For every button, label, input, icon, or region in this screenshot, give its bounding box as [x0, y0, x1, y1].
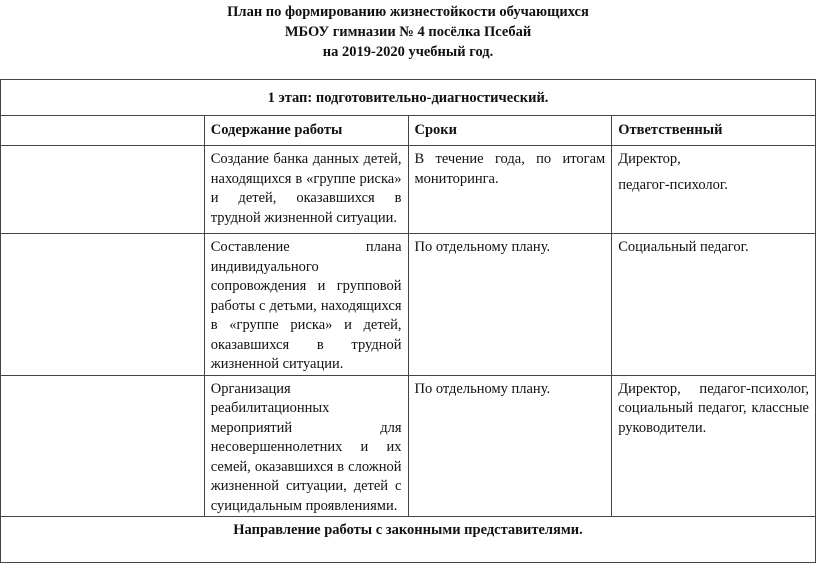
blank-cell: [1, 146, 205, 234]
content-cell: [204, 375, 408, 517]
column-header-terms: Сроки: [408, 116, 612, 146]
blank-cell: [1, 116, 205, 146]
responsible-text: педагог-психолог.: [618, 176, 728, 193]
title-line-3: на 2019-2020 учебный год.: [322, 44, 494, 60]
content-text: Создание банка данных детей, находящихся в «группе риска» и детей, оказавшихся в трудной жизненной ситуации.: [210, 151, 402, 226]
terms-text: По отдельному плану.: [414, 239, 551, 255]
content-text: Организация реабилитационных мероприятий для несовершеннолетних и их семей, оказавшихся в сложной жизненной ситуации, детей с суицидальным проявлениями.: [210, 380, 402, 514]
content-text: Составление плана индивидуального сопровождения и групповой работы с детьми, находящихся в «группе риска» и детей, оказавшихся в трудной жизненной ситуации.: [210, 239, 402, 372]
column-header-content: Содержание работы: [204, 116, 408, 146]
stage-row: [1, 80, 816, 116]
title-line-2: МБОУ гимназии № 4 посёлка Псебай: [284, 24, 532, 40]
blank-cell: [1, 375, 205, 517]
responsible-cell: [612, 146, 816, 234]
blank-cell: [1, 234, 205, 376]
terms-cell: [408, 375, 612, 517]
plan-table: [0, 79, 816, 563]
responsible-text: Директор, педагог-психолог, социальный педагог, классные руководители.: [618, 380, 809, 436]
responsible-text: Директор,: [618, 151, 681, 167]
content-cell: [204, 146, 408, 234]
responsible-cell: [612, 375, 816, 517]
header-row: [1, 116, 816, 146]
table-row: [1, 146, 816, 234]
direction-row: [1, 517, 816, 563]
content-cell: [204, 234, 408, 376]
terms-text: В течение года, по итогам мониторинга.: [414, 151, 606, 187]
title-line-1: План по формированию жизнестойкости обучающихся: [227, 4, 589, 20]
terms-cell: [408, 146, 612, 234]
column-header-responsible: Ответственный: [612, 116, 816, 146]
table-row: [1, 234, 816, 376]
terms-cell: [408, 234, 612, 376]
responsible-text: Социальный педагог.: [618, 239, 749, 255]
table-row: [1, 375, 816, 517]
document-title: [0, 2, 816, 62]
terms-text: По отдельному плану.: [414, 380, 551, 397]
responsible-cell: [612, 234, 816, 376]
stage-title: 1 этап: подготовительно-диагностический.: [1, 80, 816, 116]
direction-title: Направление работы с законными представителями.: [1, 517, 816, 563]
